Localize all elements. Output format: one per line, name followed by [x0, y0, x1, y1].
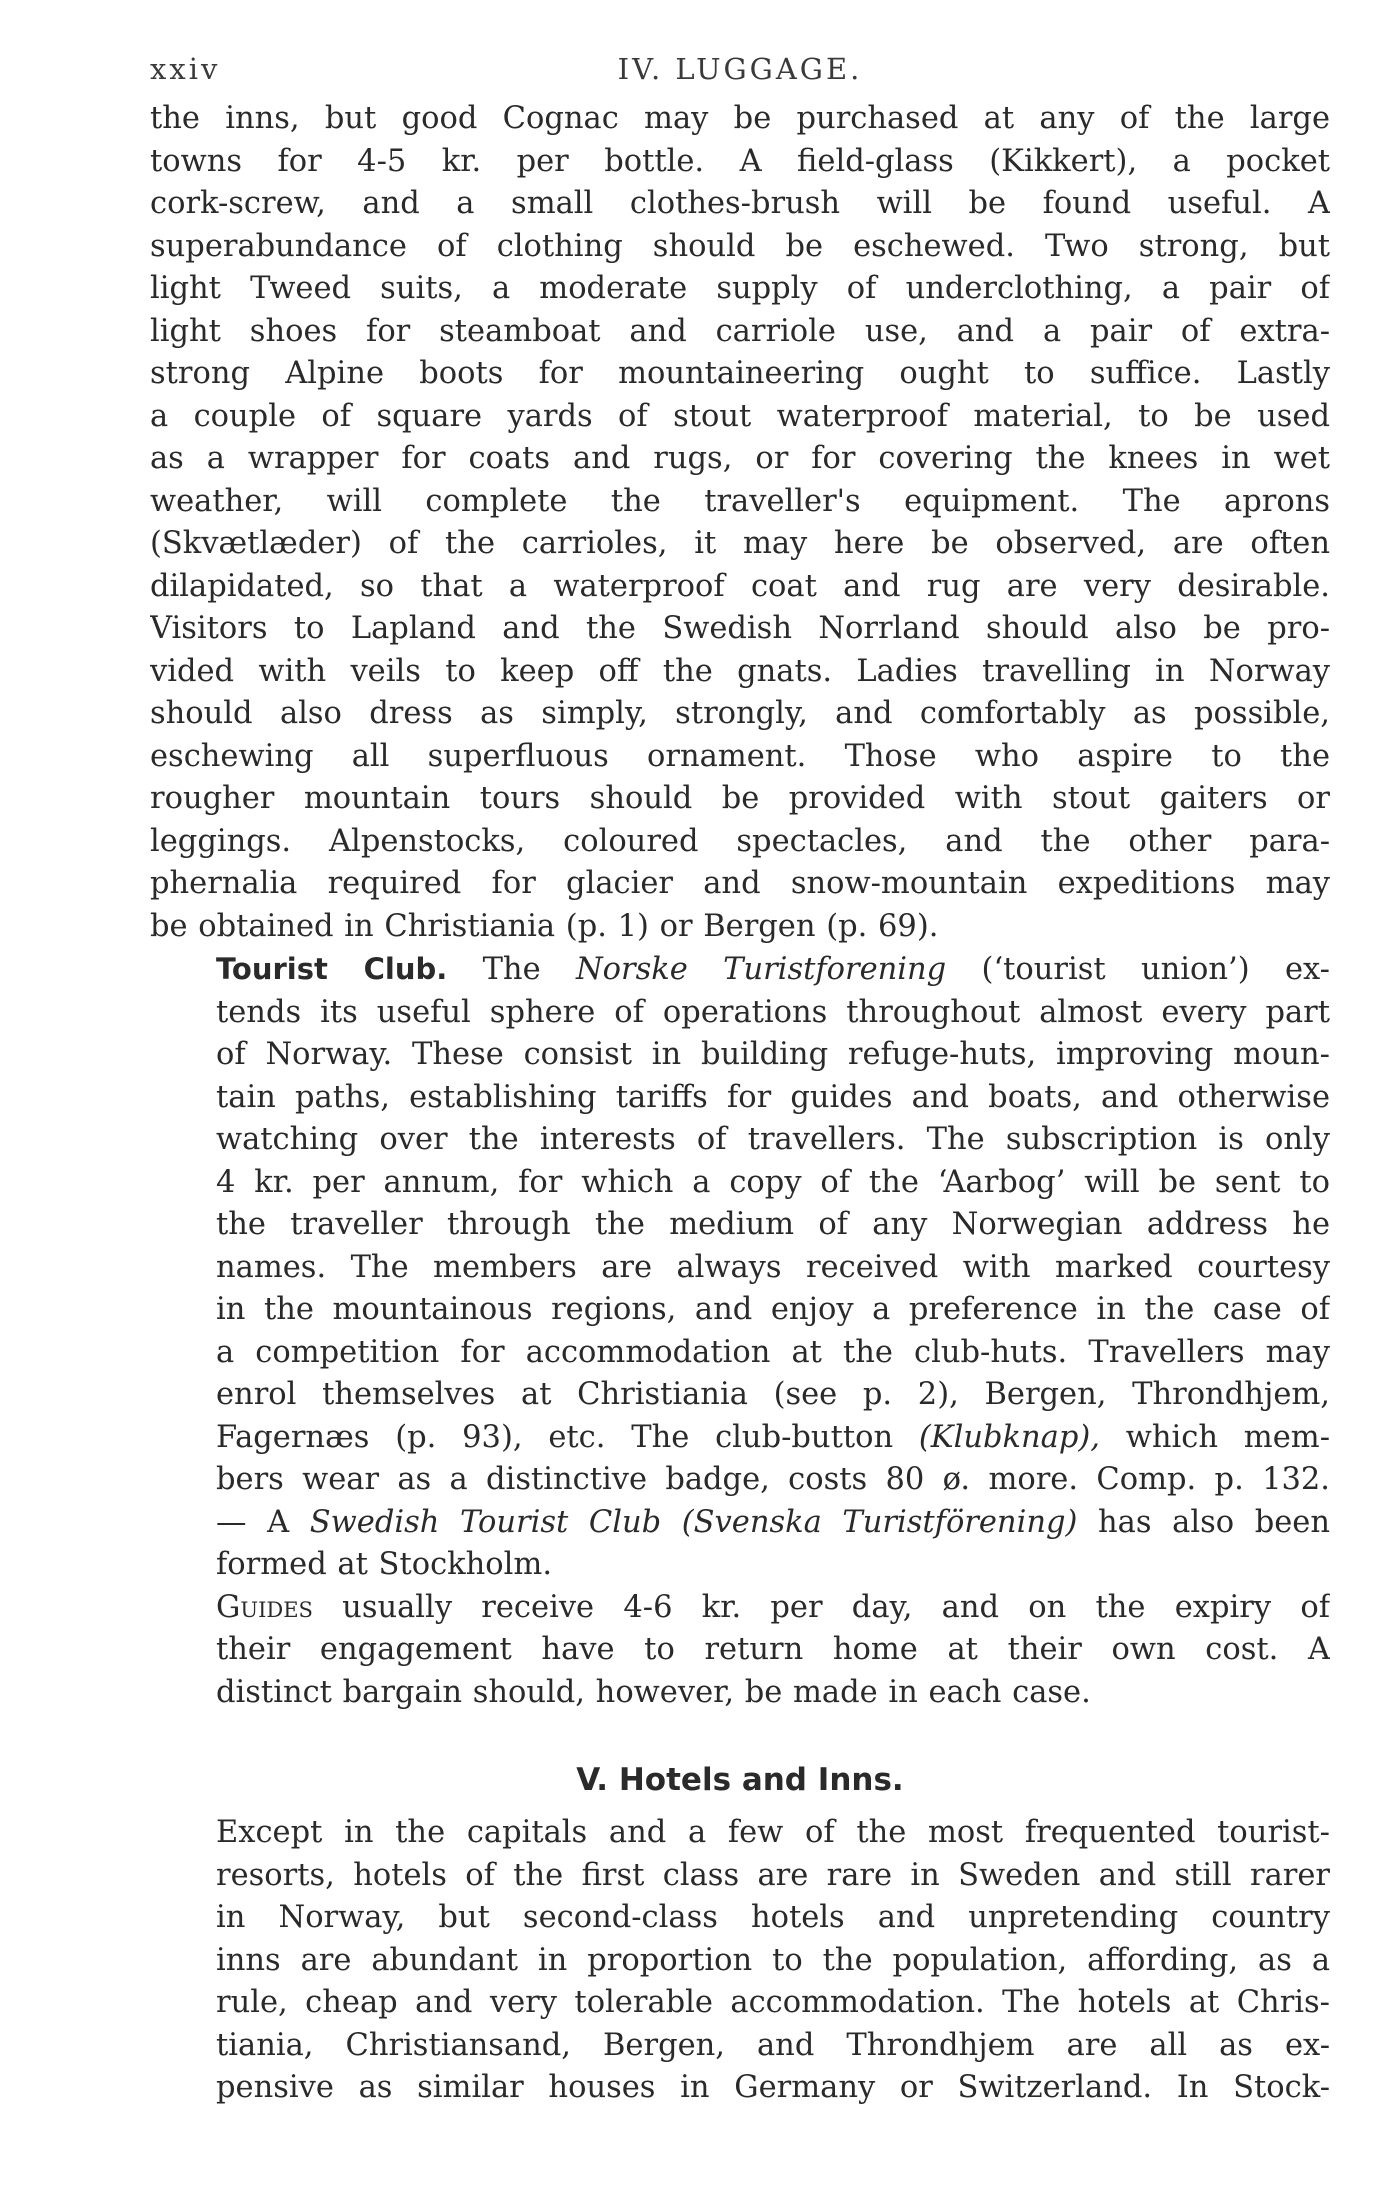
text-line: formed at Stockholm. — [216, 1547, 553, 1582]
text-line: resorts, hotels of the first class are rare in Sweden and still rarer — [216, 1857, 1330, 1893]
text-line: tain paths, establishing tariffs for guides and boats, and otherwise — [216, 1079, 1330, 1115]
text-run: has also been — [1077, 1504, 1330, 1540]
text-line: a competition for accommodation at the club-huts. Travellers may — [216, 1334, 1330, 1370]
text-line: strong Alpine boots for mountaineering ought to suffice. Lastly — [150, 356, 1330, 391]
text-line: pensive as similar houses in Germany or Switzerland. In Stock- — [216, 2070, 1330, 2105]
text-run: (‘tourist union’) ex- — [946, 952, 1330, 987]
text-line: (Skvætlæder) of the carrioles, it may here be observed, are often — [150, 526, 1330, 561]
tourist-club-paragraph — [150, 948, 1330, 1587]
text-run: Fagernæs (p. 93), etc. The club-button — [216, 1419, 919, 1455]
text-line: the inns, but good Cognac may be purchased at any of the large — [150, 101, 1330, 136]
text-line: watching over the interests of travellers. The subscription is only — [216, 1122, 1330, 1157]
text-line: tiania, Christiansand, Bergen, and Throndhjem are all as ex- — [216, 2027, 1330, 2063]
text-line — [150, 1502, 1330, 1545]
text-line: be obtained in Christiania (p. 1) or Bergen (p. 69). — [150, 908, 939, 944]
text-line: the traveller through the medium of any Norwegian address he — [216, 1207, 1330, 1242]
guides-paragraph — [150, 1587, 1330, 1715]
text-line — [150, 1587, 1330, 1630]
text-line: as a wrapper for coats and rugs, or for covering the knees in wet — [150, 441, 1330, 476]
text-line: should also dress as simply, strongly, and comfortably as possible, — [150, 696, 1330, 731]
text-line: 4 kr. per annum, for which a copy of the ‘Aarbog’ will be sent to — [216, 1164, 1330, 1200]
text-line: dilapidated, so that a waterproof coat and rug are very desirable. — [150, 568, 1330, 604]
text-run: — A — [216, 1504, 310, 1540]
italic-term: Norske Turistforening — [575, 952, 947, 987]
text-line: tends its useful sphere of operations throughout almost every part — [216, 994, 1330, 1030]
text-line: bers wear as a distinctive badge, costs 80 ø. more. Comp. p. 132. — [216, 1462, 1330, 1497]
run-in-heading: Guides — [216, 1589, 313, 1625]
section-heading: V. Hotels and Inns. — [576, 1762, 904, 1798]
text-line: rougher mountain tours should be provided with stout gaiters or — [150, 781, 1330, 816]
text-line: Visitors to Lapland and the Swedish Norrland should also be pro- — [150, 611, 1330, 646]
running-head — [150, 44, 1330, 98]
text-run: usually receive 4-6 kr. per day, and on the expiry of — [312, 1589, 1330, 1625]
text-line: distinct bargain should, however, be made in each case. — [216, 1674, 1091, 1710]
run-in-heading: Tourist Club. — [216, 952, 448, 986]
italic-term: (Klubknap), — [918, 1419, 1100, 1455]
text-line: light Tweed suits, a moderate supply of underclothing, a pair of — [150, 271, 1330, 306]
text-line: cork-screw, and a small clothes-brush will be found useful. A — [150, 186, 1330, 221]
text-line: towns for 4-5 kr. per bottle. A field-glass (Kikkert), a pocket — [150, 143, 1330, 179]
text-line: light shoes for steamboat and carriole use, and a pair of extra- — [150, 313, 1330, 349]
text-line — [150, 948, 1330, 992]
book-page — [150, 44, 1330, 2110]
hotels-paragraph — [150, 1812, 1330, 2110]
text-line: phernalia required for glacier and snow-mountain expeditions may — [150, 866, 1330, 901]
text-line: leggings. Alpenstocks, coloured spectacles, and the other para- — [150, 823, 1330, 859]
text-line: in Norway, but second-class hotels and unpretending country — [216, 1900, 1330, 1935]
page-number: xxiv — [150, 52, 221, 86]
text-line: eschewing all superfluous ornament. Those who aspire to the — [150, 738, 1330, 774]
text-line: Except in the capitals and a few of the most frequented tourist- — [216, 1815, 1330, 1850]
luggage-paragraph — [150, 98, 1330, 948]
text-line: of Norway. These consist in building refuge-huts, improving moun- — [216, 1037, 1330, 1072]
text-run: The — [447, 952, 576, 987]
text-line: in the mountainous regions, and enjoy a preference in the case of — [216, 1292, 1330, 1327]
text-line — [150, 1417, 1330, 1460]
text-line: inns are abundant in proportion to the population, affording, as a — [216, 1942, 1330, 1978]
italic-term: Swedish Tourist Club (Svenska Turistförening) — [309, 1504, 1078, 1540]
text-line: enrol themselves at Christiania (see p. 2), Bergen, Throndhjem, — [216, 1377, 1330, 1412]
text-line: their engagement have to return home at their own cost. A — [216, 1632, 1330, 1667]
text-line: weather, will complete the traveller's equipment. The aprons — [150, 483, 1330, 519]
text-line: names. The members are always received with marked courtesy — [216, 1249, 1330, 1285]
text-line: superabundance of clothing should be eschewed. Two strong, but — [150, 228, 1330, 264]
chapter-heading: IV. LUGGAGE. — [617, 52, 863, 86]
text-line: vided with veils to keep off the gnats. Ladies travelling in Norway — [150, 653, 1330, 689]
text-line: rule, cheap and very tolerable accommodation. The hotels at Chris- — [216, 1985, 1330, 2020]
text-line: a couple of square yards of stout waterproof material, to be used — [150, 398, 1330, 434]
text-run: which mem- — [1099, 1419, 1330, 1455]
